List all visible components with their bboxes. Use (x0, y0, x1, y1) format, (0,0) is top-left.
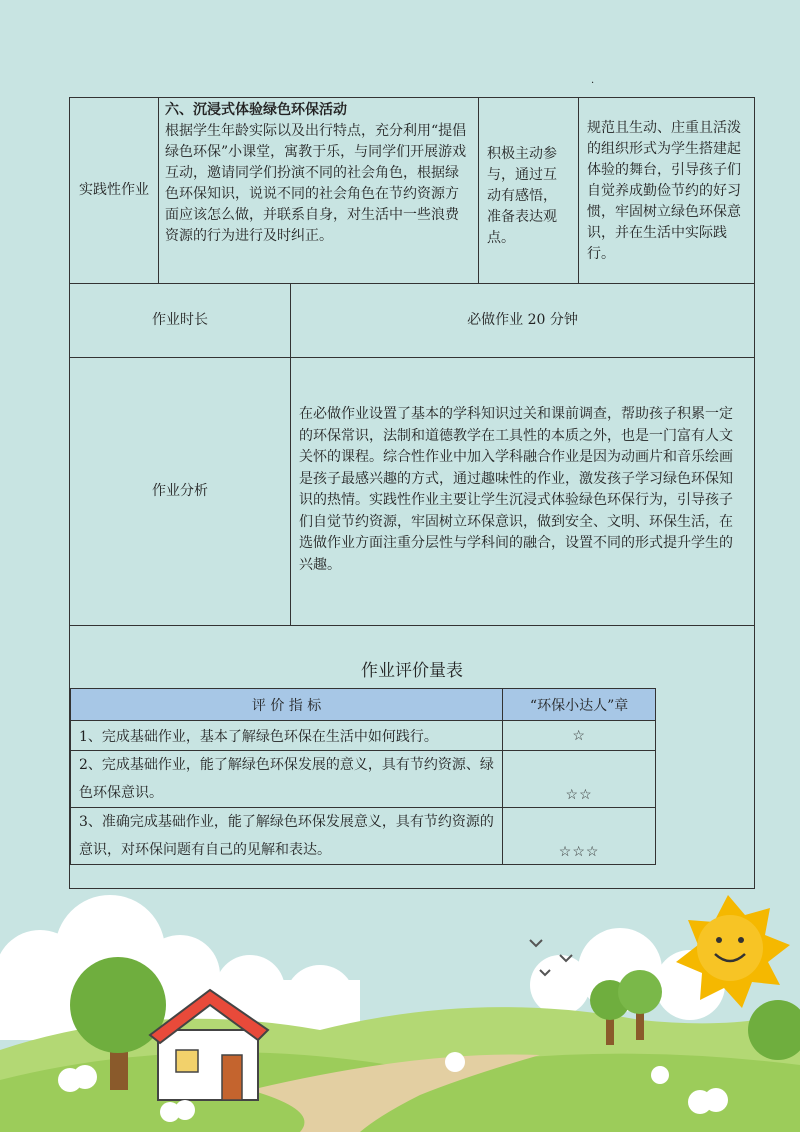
tree-canopy (70, 957, 166, 1053)
duration-row (70, 284, 754, 358)
top-mark: · (591, 78, 595, 89)
criteria-header: 评 价 指 标 (71, 689, 503, 721)
stars-cell: ☆ (503, 721, 656, 751)
landscape-illustration (0, 880, 800, 1132)
stars-cell: ☆☆☆ (503, 808, 656, 865)
homework-table (69, 97, 755, 889)
practice-title: 六、沉浸式体验绿色环保活动 (165, 102, 347, 118)
practice-row (70, 98, 754, 284)
tree-canopy (618, 970, 662, 1014)
criteria-cell: 1、完成基础作业，基本了解绿色环保在生活中如何践行。 (71, 721, 503, 751)
duration-value: 必做作业 20 分钟 (467, 312, 578, 328)
practice-content-cell (159, 98, 479, 283)
practice-label: 实践性作业 (70, 98, 159, 283)
evaluation-title: 作业评价量表 (361, 661, 463, 681)
evaluation-row (71, 721, 656, 751)
practice-requirement: 积极主动参与，通过互动有感悟，准备表达观点。 (479, 98, 579, 283)
evaluation-header-row (71, 689, 656, 721)
criteria-cell: 3、准确完成基础作业，能了解绿色环保发展意义，具有节约资源的意识，对环保问题有自己的见解和表达。 (71, 808, 503, 865)
analysis-label: 作业分析 (70, 358, 291, 625)
analysis-row (70, 358, 754, 626)
badge-header: “环保小达人”章 (503, 689, 656, 721)
practice-goal: 规范且生动、庄重且活泼的组织形式为学生搭建起体验的舞台，引导孩子们自觉养成勤俭节约的好习惯，牢固树立绿色环保意识，并在生活中实际践行。 (587, 120, 741, 262)
criteria-cell: 2、完成基础作业，能了解绿色环保发展的意义，具有节约资源、绿色环保意识。 (71, 751, 503, 808)
evaluation-section (70, 626, 754, 889)
evaluation-row (71, 808, 656, 865)
analysis-content: 在必做作业设置了基本的学科知识过关和课前调查，帮助孩子积累一定的环保常识，法制和道德教学在工具性的本质之外，也是一门富有人文关怀的课程。综合性作业中加入学科融合作业是因为动画片和音乐绘画是孩子最感兴趣的方式，通过趣味性的作业，激发孩子学习绿色环保知识的热情。实践性作业主要让学生沉浸式体验绿色环保行为，引导孩子们自觉节约资源，牢固树立环保意识，做到安全、文明、环保生活，在选做作业方面注重分层性与学科间的融合，设置不同的形式提升学生的兴趣。 (299, 406, 733, 573)
practice-content: 根据学生年龄实际以及出行特点，充分利用“提倡绿色环保”小课堂，寓教于乐，与同学们开展游戏互动，邀请同学们扮演不同的社会角色，根据绿色环保知识，说说不同的社会角色在节约资源方面应该怎么做，并联系自身，对生活中一些浪费资源的行为进行及时纠正。 (165, 123, 467, 244)
duration-label: 作业时长 (70, 284, 291, 357)
stars-cell: ☆☆ (503, 751, 656, 808)
evaluation-row (71, 751, 656, 808)
evaluation-table (70, 688, 656, 865)
